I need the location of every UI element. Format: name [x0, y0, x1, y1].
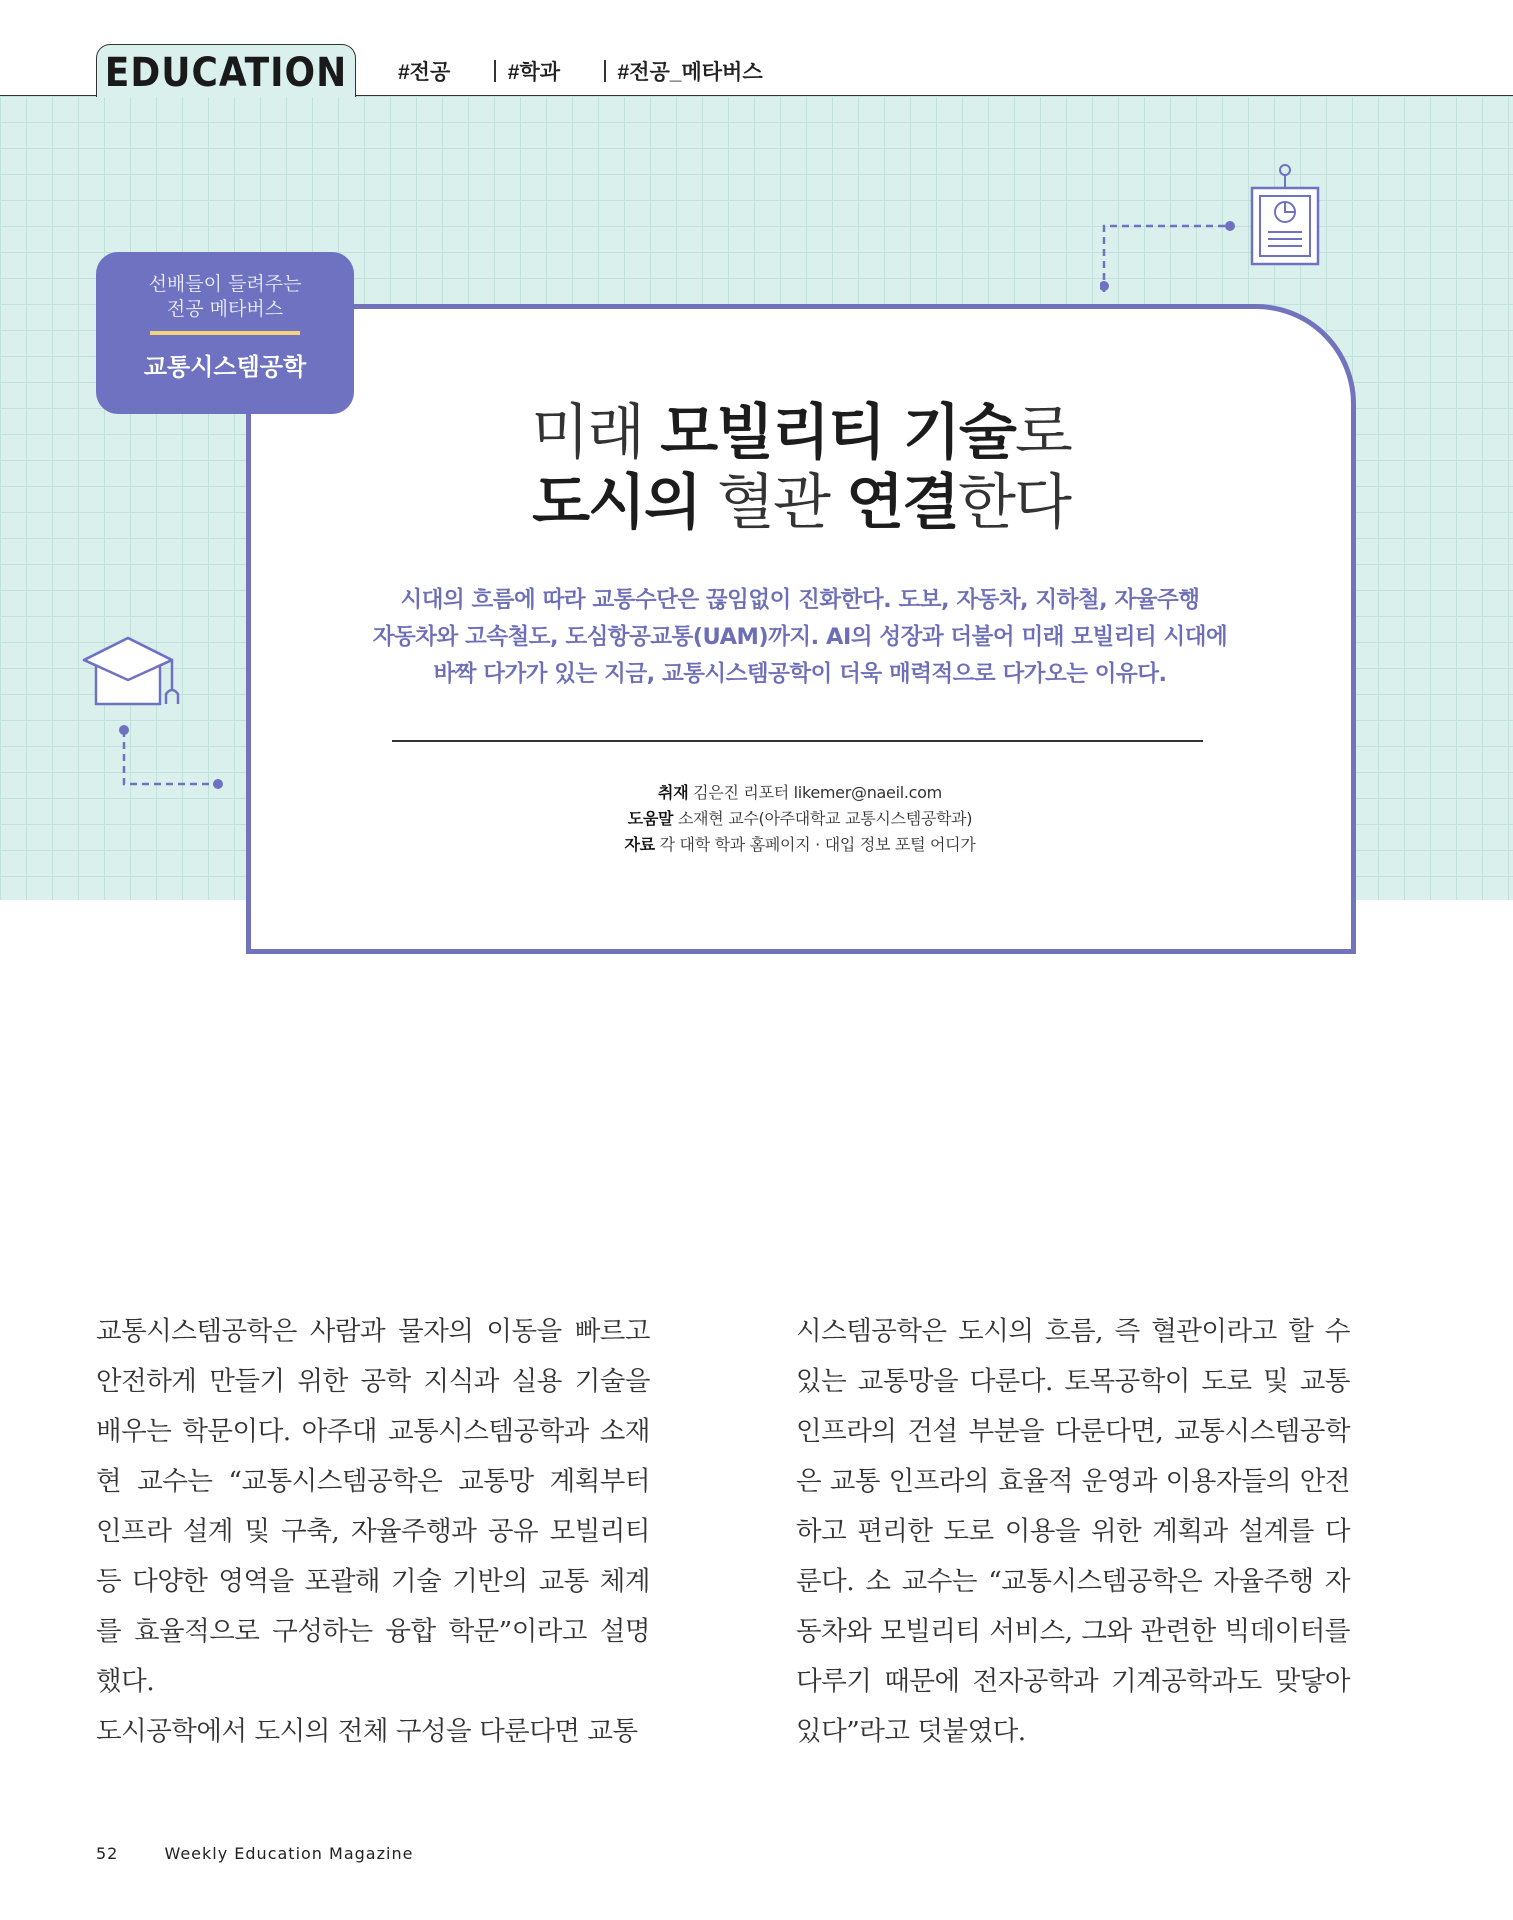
- headline-part: 모빌리티 기술: [660, 398, 1015, 468]
- credit-line: [400, 832, 1200, 858]
- headline-part: 연결: [846, 468, 958, 538]
- body-paragraph: 교통시스템공학은 사람과 물자의 이동을 빠르고 안전하게 만들기 위한 공학 지식과 실용 기술을 배우는 학문이다. 아주대 교통시스템공학과 소재현 교수는 “교통시스템공학은 교통망 계획부터 인프라 설계 및 구축, 자율주행과 공유 모빌리티 등 다양한 영역을 포괄해 기술 기반의 교통 체계를 효율적으로 구성하는 융합 학문”이라고 설명했다.: [96, 1316, 650, 1697]
- credit-label: 도움말: [627, 809, 674, 828]
- headline-part: 로: [1014, 398, 1071, 468]
- body-column-right: [796, 1307, 1350, 1757]
- credit-text: 각 대학 학과 홈페이지 · 대입 정보 포털 어디가: [654, 835, 976, 854]
- badge-subtitle-line: 선배들이 들려주는: [148, 273, 302, 295]
- credit-label: 자료: [624, 835, 655, 854]
- credits: [400, 780, 1200, 858]
- credit-text: 김은진 리포터 likemer@naeil.com: [688, 783, 942, 802]
- tag-list: [398, 56, 763, 86]
- credit-line: [400, 806, 1200, 832]
- tag-item[interactable]: #전공_메타버스: [617, 61, 763, 84]
- credit-label: 취재: [658, 783, 689, 802]
- tag-divider: [494, 60, 496, 82]
- badge-subtitle: [96, 272, 354, 322]
- page-number: 52: [96, 1844, 119, 1863]
- credit-text: 소재현 교수(아주대학교 교통시스템공학과): [673, 809, 973, 828]
- tag-item[interactable]: #학과: [507, 61, 561, 84]
- badge-divider: [150, 331, 300, 335]
- magazine-name: Weekly Education Magazine: [164, 1844, 414, 1863]
- credits-divider: [392, 740, 1203, 742]
- lead-line: 시대의 흐름에 따라 교통수단은 끊임없이 진화한다. 도보, 자동차, 지하철, 자율주행: [400, 587, 1200, 613]
- body-paragraph: 도시공학에서 도시의 전체 구성을 다룬다면 교통: [96, 1716, 638, 1747]
- graduation-cap-icon: [80, 634, 230, 794]
- headline-part: 도시의: [532, 468, 700, 538]
- headline-part: 혈관: [699, 468, 847, 538]
- credit-line: [400, 780, 1200, 806]
- lead-line: 바짝 다가가 있는 지금, 교통시스템공학이 더욱 매력적으로 다가오는 이유다.: [433, 661, 1167, 687]
- page-footer: [96, 1844, 413, 1863]
- section-tab: [96, 44, 356, 97]
- badge-title: 교통시스템공학: [143, 353, 307, 381]
- lead-paragraph: [340, 582, 1260, 693]
- lead-line: 자동차와 고속철도, 도심항공교통(UAM)까지. AI의 성장과 더불어 미래 모빌리티 시대에: [372, 624, 1228, 650]
- series-badge: [96, 252, 354, 414]
- body-column-left: [96, 1307, 650, 1757]
- headline-part: 한다: [957, 468, 1070, 538]
- headline: [246, 398, 1356, 538]
- body-paragraph: 시스템공학은 도시의 흐름, 즉 혈관이라고 할 수 있는 교통망을 다룬다. 토목공학이 도로 및 교통 인프라의 건설 부분을 다룬다면, 교통시스템공학은 교통 인프라의 효율적 운영과 이용자들의 안전하고 편리한 도로 이용을 위한 계획과 설계를 다룬다. 소 교수는 “교통시스템공학은 자율주행 자동차와 모빌리티 서비스, 그와 관련한 빅데이터를 다루기 때문에 전자공학과 기계공학과도 맞닿아 있다”라고 덧붙였다.: [796, 1316, 1350, 1747]
- clipboard-chart-icon: [1100, 160, 1330, 300]
- tag-item[interactable]: #전공: [398, 61, 451, 84]
- section-label: EDUCATION: [104, 50, 348, 96]
- tag-divider: [604, 60, 606, 82]
- badge-subtitle-line: 전공 메타버스: [166, 298, 284, 320]
- headline-part: 미래: [531, 398, 661, 468]
